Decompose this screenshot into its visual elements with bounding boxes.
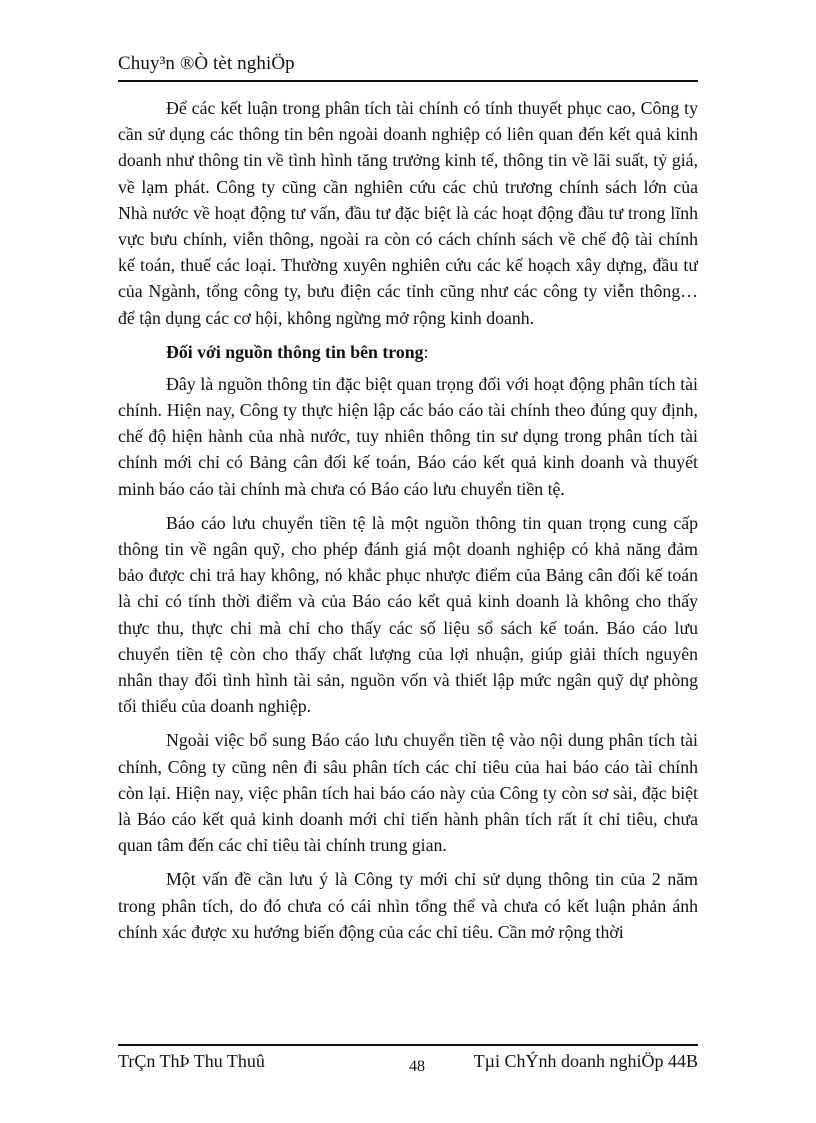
header-title: Chuy³n ®Ò tèt nghiÖp [118, 53, 295, 74]
section-heading [118, 339, 698, 365]
internal-information-heading: Đối với nguồn thông tin bên trong [166, 341, 424, 362]
paragraph-external-information: Để các kết luận trong phân tích tài chính có tính thuyết phục cao, Công ty cần sử dụng các thông tin bên ngoài doanh nghiệp có liên quan đến kết quả kinh doanh như thông tin về tình hình tăng trưởng kinh tế, thông tin về lãi suất, tỷ giá, về lạm phát. Công ty cũng cần nghiên cứu các chủ trương chính sách lớn của Nhà nước về hoạt động tư vấn, đầu tư đặc biệt là các hoạt động đầu tư trong lĩnh vực bưu chính, viễn thông, ngoài ra còn có cách chính sách về chế độ tài chính kế toán, thuế các loại. Thường xuyên nghiên cứu các kế hoạch xây dựng, đầu tư của Ngành, tổng công ty, bưu điện các tỉnh cũng như các công ty viễn thông… để tận dụng các cơ hội, không ngừng mở rộng kinh doanh. [118, 98, 698, 328]
paragraph-financial-analysis: Ngoài việc bổ sung Báo cáo lưu chuyển tiền tệ vào nội dung phân tích tài chính, Công ty cũng nên đi sâu phân tích các chỉ tiêu của hai báo cáo tài chính còn lại. Hiện nay, việc phân tích hai báo cáo này của Công ty còn sơ sài, đặc biệt là Báo cáo kết quả kinh doanh mới chỉ tiến hành phân tích rất ít chỉ tiêu, chưa quan tâm đến các chỉ tiêu tài chính trung gian. [118, 730, 698, 856]
paragraph-time-period-note: Một vấn đề cần lưu ý là Công ty mới chỉ sử dụng thông tin của 2 năm trong phân tích, do đó chưa có cái nhìn tổng thể và chưa có kết luận phản ánh chính xác được xu hướng biến động của các chỉ tiêu. Cần mở rộng thời [118, 869, 698, 942]
paragraph-internal-information: Đây là nguồn thông tin đặc biệt quan trọng đối với hoạt động phân tích tài chính. Hiện nay, Công ty thực hiện lập các báo cáo tài chính theo đúng quy định, chế độ hiện hành của nhà nước, tuy nhiên thông tin sư dụng trong phân tích tài chính mới chỉ có Bảng cân đối kế toán, Báo cáo kết quả kinh doanh và thuyết minh báo cáo tài chính mà chưa có Báo cáo lưu chuyển tiền tệ. [118, 373, 698, 499]
page-header [118, 50, 698, 82]
footer-author: TrÇn ThÞ Thu Thuû [118, 1051, 265, 1071]
document-body [118, 95, 698, 985]
heading-colon: : [423, 341, 429, 362]
page-number: 48 [409, 1058, 425, 1075]
paragraph-cash-flow-report: Báo cáo lưu chuyển tiền tệ là một nguồn thông tin quan trọng cung cấp thông tin về ngân quỹ, cho phép đánh giá một doanh nghiệp có khả năng đảm bảo được chi trả hay không, nó khắc phục nhược điểm của Bảng cân đối kế toán là chỉ có tính thời điểm và của Báo cáo kết quả kinh doanh là không cho thấy thực thu, thực chi mà chỉ cho thấy các số liệu sổ sách kế toán. Báo cáo lưu chuyển tiền tệ còn cho thấy chất lượng của lợi nhuận, giúp giải thích nguyên nhân thay đổi tình hình tài sản, nguồn vốn và thiết lập mức ngân quỹ dự phòng tối thiểu của doanh nghiệp. [118, 512, 698, 717]
page-footer [118, 1044, 698, 1078]
footer-class-name: Tµi ChÝnh doanh nghiÖp 44B [473, 1051, 698, 1071]
